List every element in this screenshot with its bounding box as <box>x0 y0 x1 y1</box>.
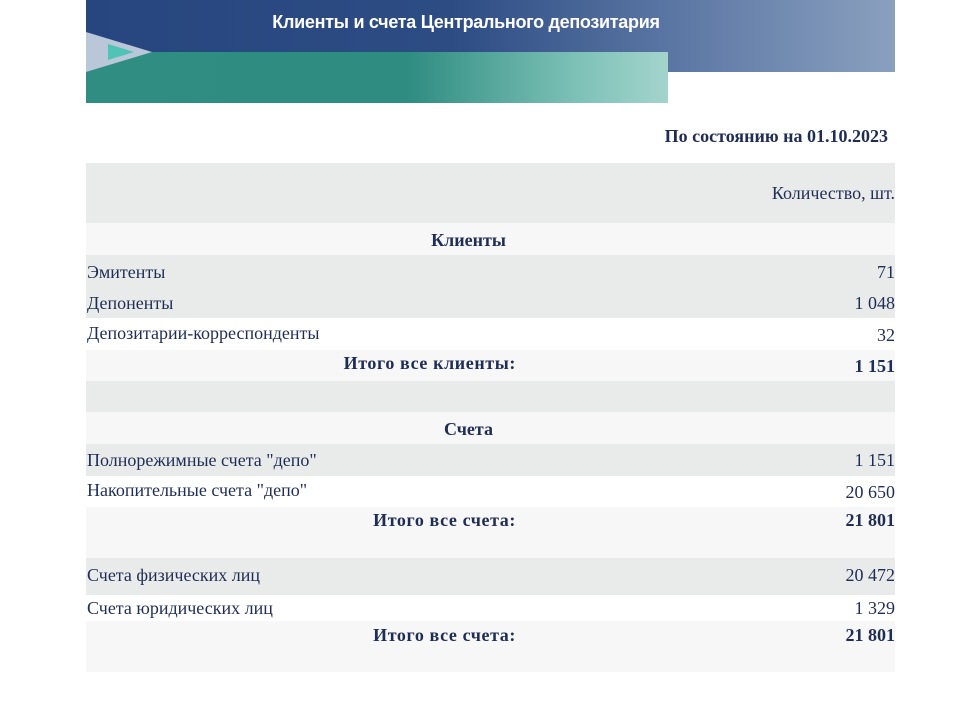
row-label: Депозитарии-корреспонденты <box>87 323 320 343</box>
row-label: Полнорежимные счета "депо" <box>87 450 317 470</box>
table-row <box>86 595 895 621</box>
table-row <box>86 476 895 507</box>
row-label: Счета юридических лиц <box>87 598 273 618</box>
table-row <box>86 318 895 350</box>
row-value: 20 472 <box>845 565 895 585</box>
row-label: Эмитенты <box>87 262 166 282</box>
row-label: Счета физических лиц <box>87 565 261 585</box>
total-value: 21 801 <box>845 510 895 530</box>
page-title: Клиенты и счета Центрального депозитария <box>272 12 660 32</box>
table-row <box>86 287 895 318</box>
total-row-holders <box>86 621 895 672</box>
total-value: 1 151 <box>854 356 895 376</box>
row-value: 32 <box>877 325 895 345</box>
section-title: Счета <box>444 419 493 439</box>
column-header-quantity: Количество, шт. <box>771 183 895 203</box>
as-of-date: По состоянию на 01.10.2023 <box>664 126 888 146</box>
row-value: 1 048 <box>854 293 895 313</box>
section-title: Клиенты <box>431 230 506 250</box>
row-label: Накопительные счета "депо" <box>87 480 308 500</box>
total-label: Итого все клиенты: <box>343 353 516 373</box>
total-label: Итого все счета: <box>373 625 516 645</box>
table-row <box>86 255 895 287</box>
row-value: 20 650 <box>845 482 895 502</box>
column-header-row <box>86 163 895 223</box>
total-label: Итого все счета: <box>373 510 516 530</box>
row-value: 1 151 <box>854 450 895 470</box>
banner-teal-band <box>86 52 668 103</box>
section-header-accounts <box>86 412 895 444</box>
header-banner <box>86 0 895 103</box>
row-value: 1 329 <box>854 598 895 618</box>
banner-chevron-accent <box>108 44 134 60</box>
table-row <box>86 558 895 595</box>
total-row-clients <box>86 350 895 381</box>
spacer-row <box>86 381 895 412</box>
table-row <box>86 444 895 476</box>
section-header-clients <box>86 223 895 255</box>
total-value: 21 801 <box>845 625 895 645</box>
row-value: 71 <box>877 262 895 282</box>
row-label: Депоненты <box>87 293 174 313</box>
total-row-accounts <box>86 507 895 558</box>
